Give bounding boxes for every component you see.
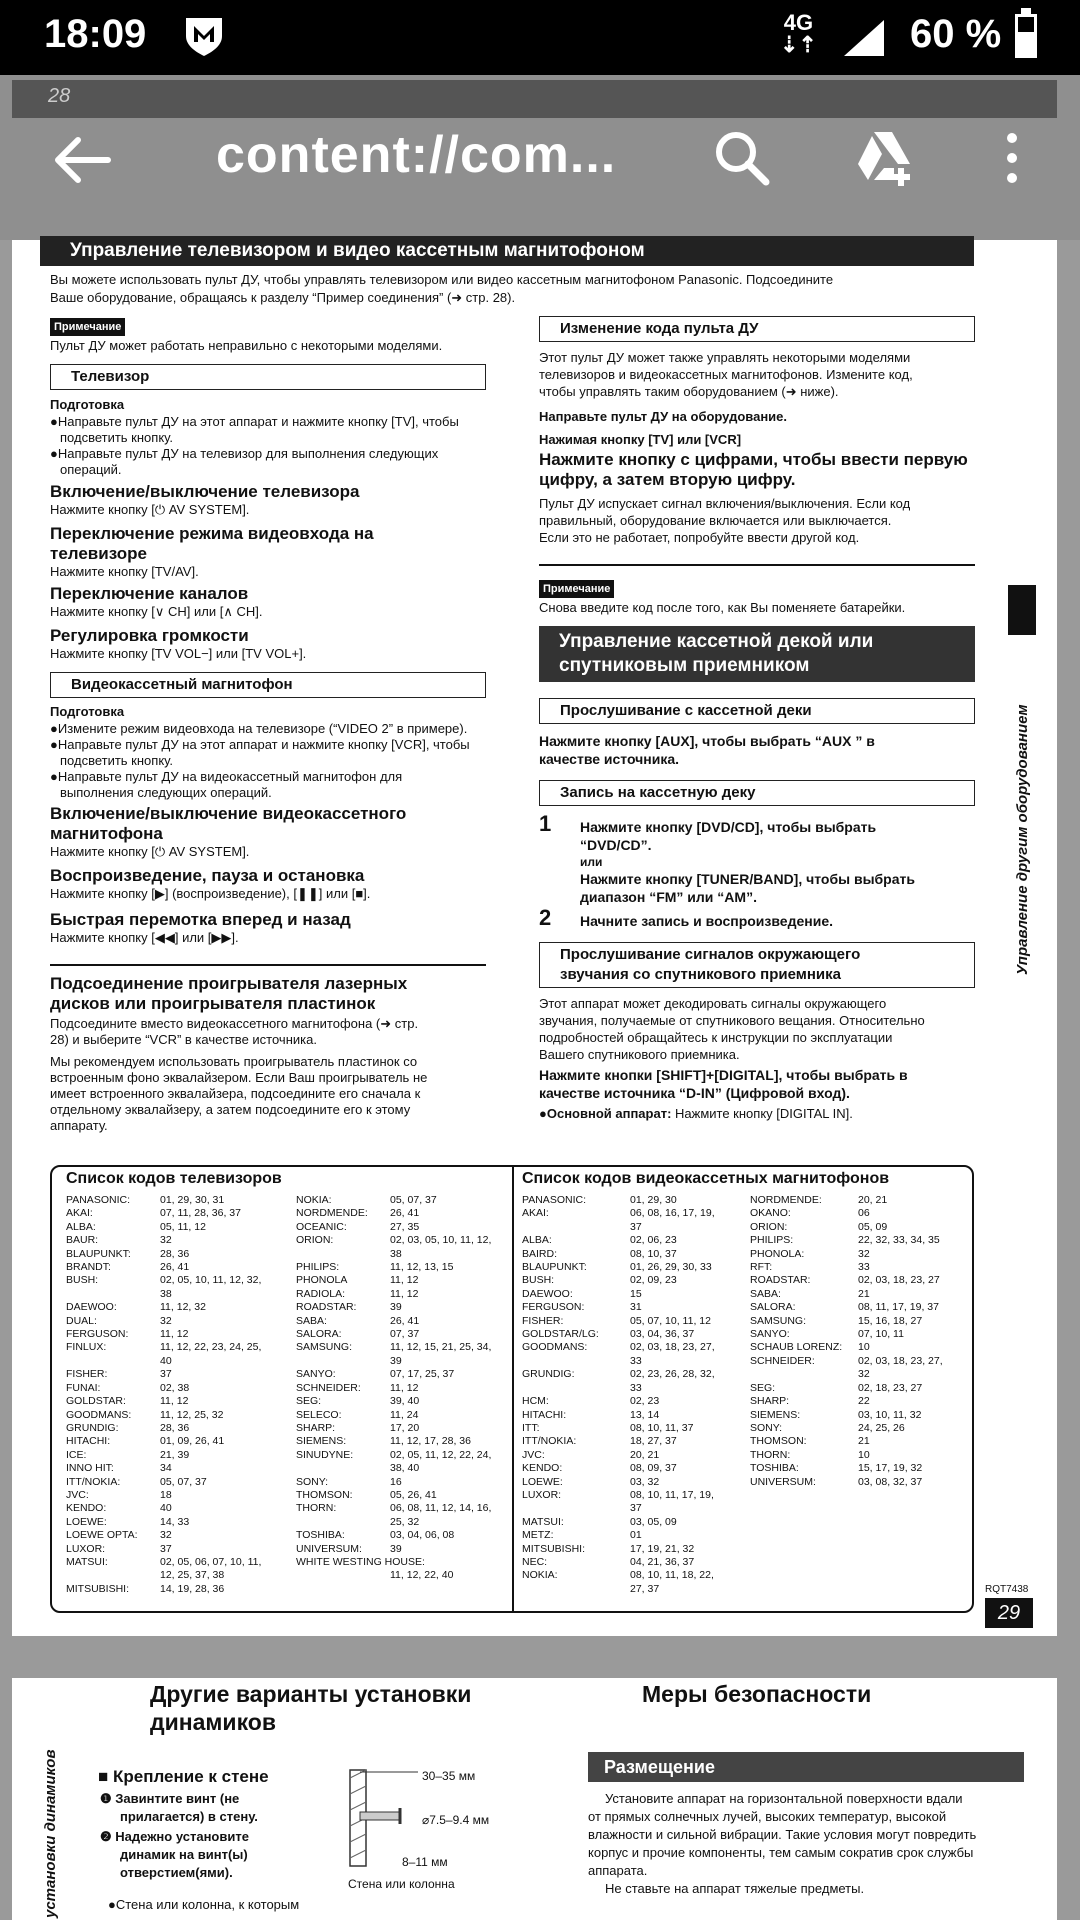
- intro-line-1: Вы можете использовать пульт ДУ, чтобы управлять телевизором или видео кассетным магнитофоном Panasonic. Подсоедините: [50, 272, 834, 287]
- wall-step-2: ❷ Надежно установите: [100, 1829, 249, 1844]
- text-ff: Нажмите кнопку [◀◀] или [▶▶].: [50, 930, 239, 945]
- heading-ff: Быстрая перемотка вперед и назад: [50, 910, 351, 929]
- placement-text-5: аппарата.: [588, 1863, 648, 1878]
- vcr-prep-3b: выполнения следующих операций.: [60, 785, 272, 800]
- other-speaker-options-title: Другие варианты установки: [150, 1681, 472, 1707]
- svg-text:установки динамиков: установки динамиков: [42, 1749, 59, 1918]
- tv-codes-col1: 01, 29, 30, 31 07, 11, 28, 36, 37 05, 11, 12 32 28, 36 26, 41 02, 05, 10, 11, 12, 32, 38 11, 12, 32 32 11, 12 11, 12, 22, 23, 24, 25, 40 37 02, 38 11, 12 11, 12, 25, 32 28, 36 01, 09, 26, 41 21, 39 34 05, 07, 37 18 40 14, 33 32 37 02, 05, 06, 07, 10, 11, 12, 25, 37, 38 14, 19, 28, 36: [160, 1194, 262, 1595]
- note2-tag: Примечание: [539, 580, 614, 598]
- tv-brands-col2: NOKIA: NORDMENDE: OCEANIC: ORION: PHILIPS: PHONOLA RADIOLA: ROADSTAR: SABA: SALORA: SAMSUNG: SANYO: SCHNEIDER: SEG: SELECO: SHARP: SIEMENS: SINUDYNE: SONY: THOMSON: THORN: TOSHIBA: UNIVERSUM: WHITE WESTING HOUSE:: [296, 1194, 425, 1568]
- tv-prep-2b: операций.: [60, 462, 122, 477]
- placement-text-3: влажности и сильной вибрации. Такие условия могут повредить: [588, 1827, 977, 1842]
- sat-text-1: Этот аппарат может декодировать сигналы окружающего: [539, 996, 887, 1011]
- placement-text-6: Не ставьте на аппарат тяжелые предметы.: [605, 1881, 865, 1896]
- text-tv-input: Нажмите кнопку [TV/AV].: [50, 564, 199, 579]
- wall-screw-diagram: [340, 1768, 420, 1868]
- wall-step-1b: прилагается) в стену.: [120, 1809, 258, 1824]
- code-step-2: Нажимая кнопку [TV] или [VCR]: [539, 432, 742, 447]
- section-title-tv-vcr: Управление телевизором и видео кассетным магнитофоном: [40, 236, 974, 266]
- placement-heading: Размещение: [588, 1752, 1024, 1782]
- dim-diameter: ⌀7.5–9.4 мм: [422, 1813, 490, 1827]
- status-bar: [0, 0, 1080, 75]
- tv-prep-1b: подсветить кнопку.: [60, 430, 173, 445]
- heading-tv-input-b: телевизоре: [50, 544, 147, 563]
- vcr-prep-2: ●Направьте пульт ДУ на этот аппарат и нажмите кнопку [VCR], чтобы: [50, 737, 470, 752]
- code-text-5: правильный, оборудование включается или выключается.: [539, 513, 892, 528]
- vcr-codes-title: Список кодов видеокассетных магнитофонов: [522, 1170, 890, 1187]
- tv-brands-col1: PANASONIC: AKAI: ALBA: BAUR: BLAUPUNKT: BRANDT: BUSH: DAEWOO: DUAL: FERGUSON: FINLUX: FISHER: FUNAI: GOLDSTAR: GOODMANS: GRUNDIG: HITACHI: ICE: INNO HIT: ITT/NOKIA: JVC: KENDO: LOEWE: LOEWE OPTA: LUXOR: MATSUI: MITSUBISHI:: [66, 1194, 138, 1595]
- sat-box-line-2: звучания со спутникового приемника: [560, 966, 841, 983]
- laser-text-7: аппарату.: [50, 1118, 108, 1133]
- sat-main-unit: ●Основной аппарат: Нажмите кнопку [DIGITAL IN].: [539, 1106, 853, 1121]
- more-vert-icon[interactable]: [1000, 128, 1024, 188]
- listen-text-2: качестве источника.: [539, 751, 680, 767]
- vcr-codes-col1: 01, 29, 30 06, 08, 16, 17, 19, 37 02, 06, 23 08, 10, 37 01, 26, 29, 30, 33 02, 09, 23 15 31 05, 07, 10, 11, 12 03, 04, 36, 37 02, 03, 18, 23, 27, 33 02, 23, 26, 28, 32, 33 02, 23 13, 14 08, 10, 11, 37 18, 27, 37 20, 21 08, 09, 37 03, 32 08, 10, 11, 17, 19, 37 03, 05, 09 01 17, 19, 21, 32 04, 21, 36, 37 08, 10, 11, 18, 22, 27, 37: [630, 1194, 715, 1595]
- wall-bullet: ●Стена или колонна, к которым: [108, 1897, 300, 1912]
- side-label: [1000, 660, 1040, 980]
- code-text-3: чтобы управлять таким оборудованием (➜ ниже).: [539, 384, 839, 399]
- text-volume: Нажмите кнопку [TV VOL−] или [TV VOL+].: [50, 646, 307, 661]
- step-2-number: 2: [539, 905, 552, 930]
- vcr-prep-3: ●Направьте пульт ДУ на видеокассетный магнитофон для: [50, 769, 403, 784]
- laser-text-5: имеет встроенного эквалайзера, подсоедините его сначала к: [50, 1086, 421, 1101]
- record-step-1b: “DVD/CD”.: [580, 837, 652, 853]
- vcr-codes-col2: 20, 21 06 05, 09 22, 32, 33, 34, 35 32 33 02, 03, 18, 23, 27 21 08, 11, 17, 19, 37 15, 16, 18, 27 07, 10, 11 10 02, 03, 18, 23, 27, 32 02, 18, 23, 27 22 03, 10, 11, 32 24, 25, 26 21 10 15, 17, 19, 32 03, 08, 32, 37: [858, 1194, 943, 1488]
- divider-laser: [50, 964, 486, 966]
- battery-icon: [1015, 14, 1037, 58]
- dim-30-35: 30–35 мм: [422, 1769, 476, 1783]
- code-change-box: Изменение кода пульта ДУ: [539, 316, 975, 342]
- signal-icon: [842, 18, 886, 58]
- step-2-badge: ❷: [100, 1829, 116, 1844]
- placement-text-4: корпус и прочие компоненты, тем самым сократив срок службы: [588, 1845, 974, 1860]
- laser-text-1: Подсоедините вместо видеокассетного магнитофона (➜ стр.: [50, 1016, 419, 1031]
- note-text: Пульт ДУ может работать неправильно с некоторыми моделями.: [50, 338, 443, 353]
- tv-codes-col2: 05, 07, 37 26, 41 27, 35 02, 03, 05, 10, 11, 12, 38 11, 12, 13, 15 11, 12 11, 12 39 26, 41 07, 37 11, 12, 15, 21, 25, 34, 39 07, 17, 25, 37 11, 12 39, 40 11, 24 17, 20 11, 12, 17, 28, 36 02, 05, 11, 12, 22, 24, 38, 40 16 05, 26, 41 06, 08, 11, 12, 14, 16, 25, 32 03, 04, 06, 08 39 11, 12, 22, 40: [390, 1194, 492, 1582]
- record-step-1c: Нажмите кнопку [TUNER/BAND], чтобы выбрать: [580, 871, 915, 887]
- code-text-2: телевизоров и видеокассетных магнитофонов. Измените код,: [539, 367, 913, 382]
- tv-prep-label: Подготовка: [50, 397, 125, 412]
- code-text-6: Если это не работает, попробуйте ввести другой код.: [539, 530, 860, 545]
- sat-text-2: звучания, получаемые от спутникового вещания. Относительно: [539, 1013, 925, 1028]
- heading-vcr-onoff-b: магнитофона: [50, 824, 163, 843]
- wall-caption: Стена или колонна: [348, 1877, 455, 1891]
- heading-laser-b: дисков или проигрывателя пластинок: [50, 994, 376, 1013]
- shield-icon: [182, 14, 226, 58]
- laser-text-6: отдельному эквалайзеру, а затем подсоедините его к этому: [50, 1102, 411, 1117]
- sat-text-3: подробностей обращайтесь к инструкции по эксплуатации: [539, 1030, 893, 1045]
- search-icon[interactable]: [712, 128, 772, 188]
- divider-note2: [539, 564, 975, 566]
- battery-fill: [1018, 32, 1034, 55]
- placement-text-2: от прямых солнечных лучей, высоких температур, высокой: [588, 1809, 947, 1824]
- text-channels: Нажмите кнопку [∨ CH] или [∧ CH].: [50, 604, 263, 619]
- record-step-1a: Нажмите кнопку [DVD/CD], чтобы выбрать: [580, 819, 877, 835]
- codes-divider: [512, 1167, 514, 1611]
- note2-text: Снова введите код после того, как Вы поменяете батарейки.: [539, 600, 906, 615]
- heading-volume: Регулировка громкости: [50, 626, 249, 645]
- network-type: 4G ⇣⇡: [780, 10, 817, 57]
- vcr-prep-1: ●Измените режим видеовхода на телевизоре (“VIDEO 2” в примере).: [50, 721, 468, 736]
- tv-prep-2: ●Направьте пульт ДУ на телевизор для выполнения следующих: [50, 446, 439, 461]
- status-time: 18:09: [44, 12, 147, 56]
- vcr-heading-box: Видеокассетный магнитофон: [50, 672, 486, 698]
- placement-text-1: Установите аппарат на горизонтальной поверхности вдали: [605, 1791, 963, 1806]
- code-text-1: Этот пульт ДУ может также управлять некоторыми моделями: [539, 350, 911, 365]
- battery-percent: 60 %: [910, 12, 1002, 56]
- wall-step-2b: динамик на винт(ы): [120, 1847, 248, 1862]
- other-speaker-options-title-b: динамиков: [150, 1709, 276, 1735]
- text-tv-onoff: Нажмите кнопку [⏻ AV SYSTEM].: [50, 502, 250, 517]
- drive-add-icon[interactable]: [854, 128, 920, 188]
- svg-text:Управление другим оборудование: Управление другим оборудованием: [1014, 704, 1031, 975]
- step-1-number: 1: [539, 811, 552, 836]
- code-step-1: Направьте пульт ДУ на оборудование.: [539, 409, 788, 424]
- sat-text-4: Вашего спутникового приемника.: [539, 1047, 740, 1062]
- vcr-brands-col2: NORDMENDE: OKANO: ORION: PHILIPS: PHONOLA: RFT: ROADSTAR: SABA: SALORA: SAMSUNG: SANYO: SCHAUB LORENZ: SCHNEIDER: SEG: SHARP: SIEMENS: SONY: THOMSON: THORN: TOSHIBA: UNIVERSUM:: [750, 1194, 843, 1488]
- previous-page-strip: [12, 80, 1057, 118]
- dim-8-11: 8–11 мм: [402, 1855, 448, 1869]
- note-tag: Примечание: [50, 318, 125, 336]
- page-number-28: 28: [48, 85, 71, 107]
- record-or: или: [580, 855, 603, 869]
- code-text-4: Пульт ДУ испускает сигнал включения/выключения. Если код: [539, 496, 911, 511]
- heading-laser: Подсоединение проигрывателя лазерных: [50, 974, 408, 993]
- step-1-badge: ❶: [100, 1791, 116, 1806]
- tv-codes-title: Список кодов телевизоров: [66, 1170, 282, 1187]
- page-number-29: 29: [985, 1598, 1033, 1628]
- wall-step-2c: отверстием(ями).: [120, 1865, 233, 1880]
- tv-prep-1: ●Направьте пульт ДУ на этот аппарат и нажмите кнопку [TV], чтобы: [50, 414, 459, 429]
- laser-text-2: 28) и выберите “VCR” в качестве источника.: [50, 1032, 317, 1047]
- tv-heading-box: Телевизор: [50, 364, 486, 390]
- heading-vcr-onoff: Включение/выключение видеокассетного: [50, 804, 407, 823]
- record-tape-box: Запись на кассетную деку: [539, 780, 975, 806]
- sat-box: [539, 942, 975, 988]
- tape-sat-heading-2: спутниковым приемником: [559, 655, 810, 676]
- heading-tv-onoff: Включение/выключение телевизора: [50, 482, 360, 501]
- listen-tape-box: Прослушивание с кассетной деки: [539, 698, 975, 724]
- record-step-2: Начните запись и воспроизведение.: [580, 913, 833, 929]
- sat-heading-1: Нажмите кнопки [SHIFT]+[DIGITAL], чтобы выбрать в: [539, 1067, 908, 1083]
- code-heading-2: цифру, а затем вторую цифру.: [539, 470, 796, 489]
- vcr-prep-2b: подсветить кнопку.: [60, 753, 173, 768]
- laser-text-4: встроенным фоно эквалайзером. Если Ваш проигрыватель не: [50, 1070, 428, 1085]
- safety-title: Меры безопасности: [642, 1681, 872, 1707]
- sat-heading-2: качестве источника “D-IN” (Цифровой вход).: [539, 1085, 850, 1101]
- side-tab-marker: [1008, 585, 1036, 635]
- heading-tv-input: Переключение режима видеовхода на: [50, 524, 374, 543]
- laser-text-3: Мы рекомендуем использовать проигрыватель пластинок со: [50, 1054, 418, 1069]
- text-play: Нажмите кнопку [▶] (воспроизведение), [❚❚] или [■].: [50, 886, 371, 901]
- heading-channels: Переключение каналов: [50, 584, 249, 603]
- code-heading-1: Нажмите кнопку с цифрами, чтобы ввести первую: [539, 450, 968, 469]
- vcr-brands-col1: PANASONIC: AKAI: ALBA: BAIRD: BLAUPUNKT: BUSH: DAEWOO: FERGUSON: FISHER: GOLDSTAR/LG: GOODMANS: GRUNDIG: HCM: HITACHI: ITT: ITT/NOKIA: JVC: KENDO: LOEWE: LUXOR: MATSUI: METZ: MITSUBISHI: NEC: NOKIA:: [522, 1194, 599, 1582]
- sat-box-line-1: Прослушивание сигналов окружающего: [560, 946, 861, 963]
- text-vcr-onoff: Нажмите кнопку [⏻ AV SYSTEM].: [50, 844, 250, 859]
- record-step-1d: диапазон “FM” или “AM”.: [580, 889, 757, 905]
- vcr-prep-label: Подготовка: [50, 704, 125, 719]
- wall-mount-heading: ■ Крепление к стене: [98, 1767, 269, 1786]
- url-title[interactable]: content://com...: [216, 126, 617, 184]
- heading-play: Воспроизведение, пауза и остановка: [50, 866, 365, 885]
- wall-step-1: ❶ Завинтите винт (не: [100, 1791, 240, 1806]
- tape-sat-heading-1: Управление кассетной декой или: [559, 631, 874, 652]
- intro-line-2: Ваше оборудование, обращаясь к разделу “Пример соединения” (➜ стр. 28).: [50, 290, 516, 305]
- side-label-2: [36, 1720, 62, 1920]
- back-arrow-icon[interactable]: [50, 128, 114, 192]
- listen-text-1: Нажмите кнопку [AUX], чтобы выбрать “AUX ” в: [539, 733, 875, 749]
- doc-code: RQT7438: [985, 1584, 1029, 1595]
- tape-sat-heading: [539, 626, 975, 682]
